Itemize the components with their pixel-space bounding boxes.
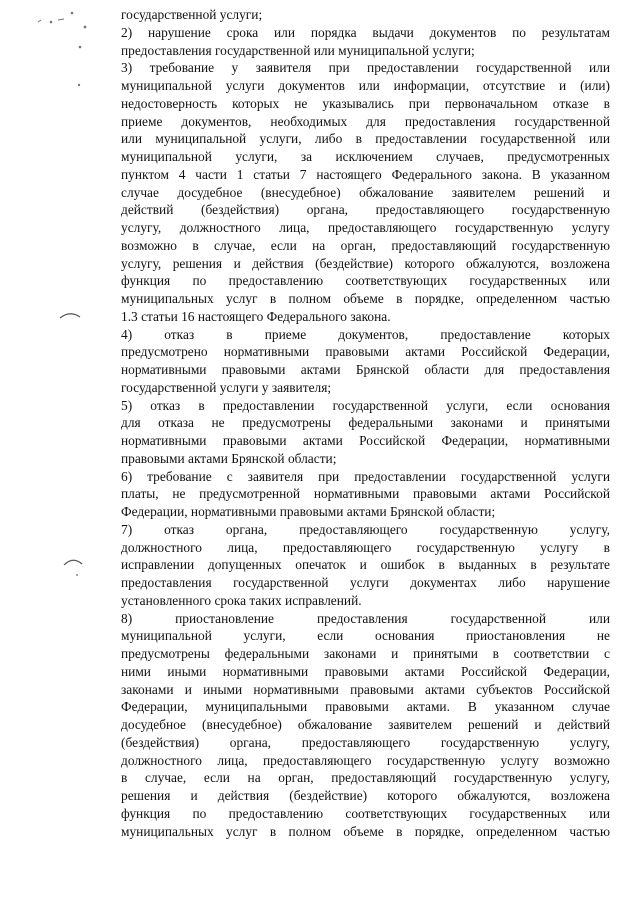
text-line: 2) нарушение срока или порядка выдачи документов по результатам bbox=[121, 24, 610, 40]
text-line: установленного срока таких исправлений. bbox=[121, 592, 362, 608]
text-line: 7) отказ органа, предоставляющего государственную услугу, bbox=[121, 521, 610, 537]
text-line: муниципальной услуги документов или информации, отсутствие и (или) bbox=[121, 78, 610, 93]
text-line: должностного лица, предоставляющего государственную услугу в bbox=[121, 539, 610, 555]
punch-hole-mark-top bbox=[38, 12, 86, 86]
text-line: 3) требование у заявителя при предоставлении государственной или bbox=[121, 60, 610, 76]
text-line: государственной услуги у заявителя; bbox=[121, 379, 332, 395]
text-line: приеме документов, необходимых для предоставления государственной bbox=[121, 113, 610, 129]
text-line: правовыми актами Брянской области; bbox=[121, 450, 337, 466]
text-line: предусмотрены федеральными законами и принятыми в соответствии с bbox=[121, 646, 610, 661]
text-line: решения и действия (бездействие) которого обжалуются, возложена bbox=[121, 788, 610, 803]
text-line: (бездействия) органа, предоставляющего государственную услугу, bbox=[121, 734, 610, 750]
text-line: функция по предоставлению соответствующих государственных или bbox=[121, 273, 610, 289]
text-line: недостоверность которых не указывались при первоначальном отказе в bbox=[121, 95, 610, 111]
text-line: 4) отказ в приеме документов, предоставление которых bbox=[121, 326, 610, 342]
text-line: функция по предоставлению соответствующих государственных или bbox=[121, 805, 610, 821]
text-line: 6) требование с заявителя при предоставлении государственной услуги bbox=[121, 468, 610, 484]
text-line: возможно в случае, если на орган, предоставляющий государственную bbox=[121, 237, 610, 253]
document-body-text bbox=[121, 6, 610, 840]
text-line: муниципальных услуг в полном объеме в порядке, определенном частью bbox=[121, 823, 610, 839]
punch-hole-arc-upper bbox=[60, 314, 80, 318]
text-line: для отказа не предусмотрены федеральными законами и принятыми bbox=[121, 415, 610, 431]
text-line: платы, не предусмотренной нормативными правовыми актами Российской bbox=[121, 486, 610, 502]
text-line: должностного лица, предоставляющего государственную услугу возможно bbox=[121, 752, 610, 768]
text-line: 1.3 статьи 16 настоящего Федерального закона. bbox=[121, 308, 391, 324]
text-line: предоставления государственной услуги документах либо нарушение bbox=[121, 575, 610, 590]
text-line: муниципальной услуги, если основания приостановления не bbox=[121, 628, 610, 644]
text-line: пунктом 4 части 1 статьи 7 настоящего Федерального закона. В указанном bbox=[121, 166, 610, 182]
text-line: 8) приостановление предоставления государственной или bbox=[121, 610, 610, 626]
text-line: законами и иными нормативными правовыми актами субъектов Российской bbox=[121, 681, 610, 697]
text-line: или муниципальной услуги, либо в предоставлении государственной или bbox=[121, 131, 610, 147]
text-line: 5) отказ в предоставлении государственной услуги, если основания bbox=[121, 397, 610, 413]
text-line: услугу, решения и действия (бездействие) которого обжалуются, возложена bbox=[121, 255, 610, 271]
text-line: предусмотрено нормативными правовыми актами Российской Федерации, bbox=[121, 344, 610, 360]
text-line: предоставления государственной или муниципальной услуги; bbox=[121, 42, 475, 58]
text-line: действий (бездействия) органа, предоставляющего государственную bbox=[121, 202, 610, 218]
text-line: исправлении допущенных опечаток и ошибок в выданных в результате bbox=[121, 557, 610, 573]
text-line: муниципальных услуг в полном объеме в порядке, определенном частью bbox=[121, 291, 610, 306]
text-line: Федерации, муниципальными правовыми актами. В указанном случае bbox=[121, 699, 610, 715]
text-line: досудебное (внесудебное) обжалование заявителем решений и действий bbox=[121, 717, 610, 732]
text-line: случае досудебное (внесудебное) обжалование заявителем решений и bbox=[121, 184, 610, 200]
text-line: в случае, если на орган, предоставляющий государственную услугу, bbox=[121, 770, 610, 786]
text-line: ними иными нормативными правовыми актами Российской Федерации, bbox=[121, 663, 610, 679]
punch-hole-arc-lower bbox=[64, 560, 82, 565]
text-line: нормативными правовыми актами Брянской области для предоставления bbox=[121, 362, 610, 377]
speck-mark bbox=[76, 574, 78, 576]
text-line: Федерации, нормативными правовыми актами Брянской области; bbox=[121, 504, 496, 519]
text-line: нормативными правовыми актами Российской Федерации, нормативными bbox=[121, 433, 610, 448]
text-line: государственной услуги; bbox=[121, 7, 263, 22]
text-line: услугу, должностного лица, предоставляющего государственную услугу bbox=[121, 220, 610, 235]
text-line: муниципальной услуги, за исключением случаев, предусмотренных bbox=[121, 149, 610, 164]
